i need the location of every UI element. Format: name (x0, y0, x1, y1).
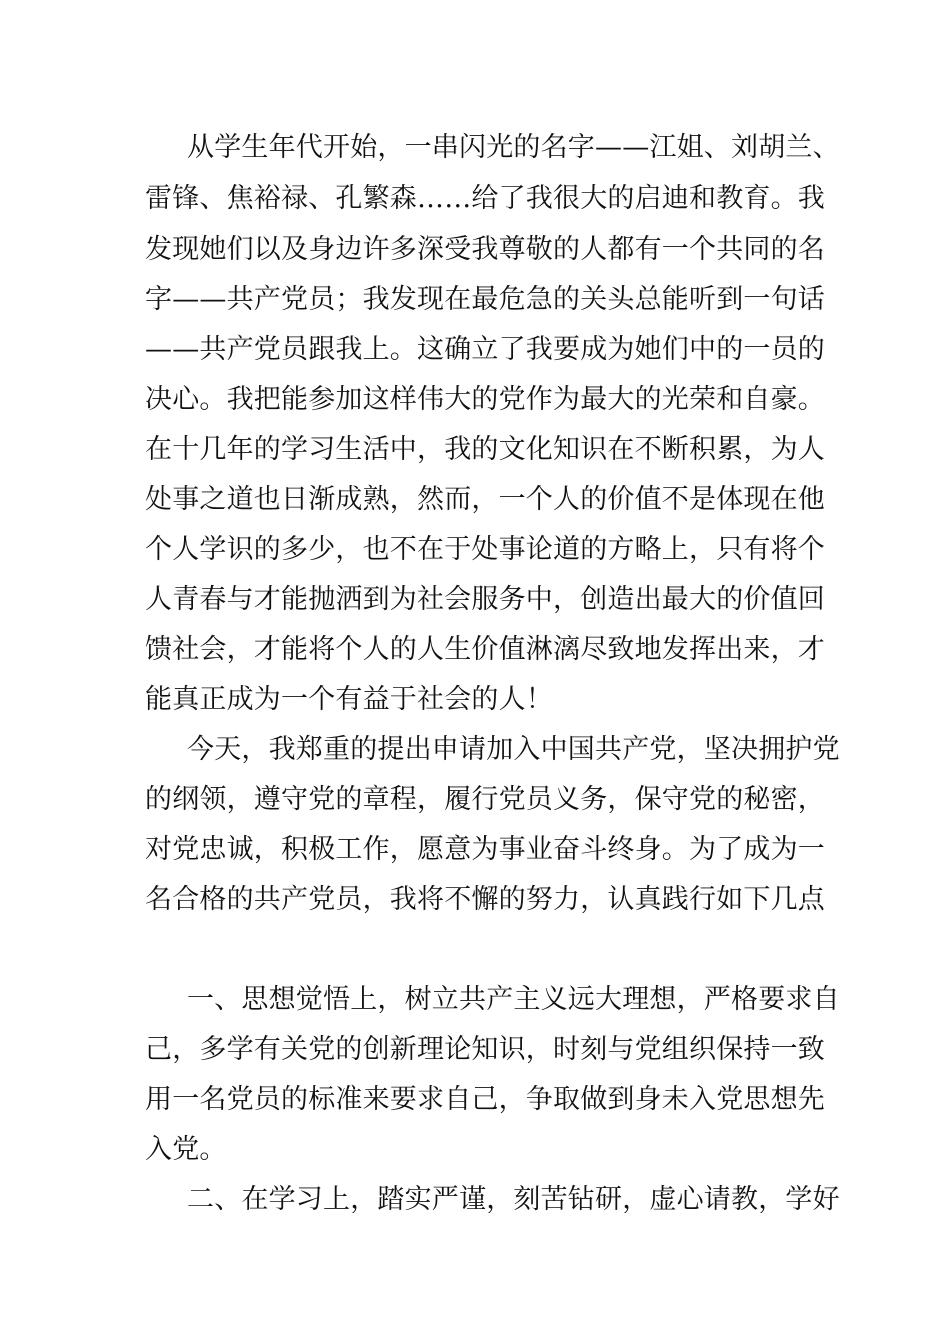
paragraph-line: 名合格的共产党员，我将不懈的努力，认真践行如下几点 (145, 884, 825, 915)
paragraph-line: ——共产党员跟我上。这确立了我要成为她们中的一员的 (145, 334, 825, 365)
paragraph-line: 一、思想觉悟上，树立共产主义远大理想，严格要求自 (187, 984, 840, 1015)
paragraph-line: 入党。 (145, 1134, 227, 1165)
paragraph-line: 字——共产党员；我发现在最危急的关头总能听到一句话 (145, 284, 825, 315)
paragraph-line: 在十几年的学习生活中，我的文化知识在不断积累，为人 (145, 434, 825, 465)
paragraph-line: 用一名党员的标准来要求自己，争取做到身未入党思想先 (145, 1084, 825, 1115)
paragraph-line: 雷锋、焦裕禄、孔繁森……给了我很大的启迪和教育。我 (145, 183, 825, 214)
paragraph-line: 个人学识的多少，也不在于处事论道的方略上，只有将个 (145, 534, 825, 565)
paragraph-line: 从学生年代开始，一串闪光的名字——江姐、刘胡兰、 (187, 132, 840, 163)
paragraph-line: 对党忠诚，积极工作，愿意为事业奋斗终身。为了成为一 (145, 834, 825, 865)
paragraph-line: 的纲领，遵守党的章程，履行党员义务，保守党的秘密， (145, 784, 825, 815)
paragraph-line: 今天，我郑重的提出申请加入中国共产党，坚决拥护党 (187, 734, 840, 765)
paragraph-line: 处事之道也日渐成熟，然而，一个人的价值不是体现在他 (145, 484, 825, 515)
paragraph-line: 能真正成为一个有益于社会的人！ (145, 684, 553, 715)
paragraph-line: 决心。我把能参加这样伟大的党作为最大的光荣和自豪。 (145, 384, 825, 415)
paragraph-line: 馈社会，才能将个人的人生价值淋漓尽致地发挥出来，才 (145, 634, 825, 665)
paragraph-line: 发现她们以及身边许多深受我尊敬的人都有一个共同的名 (145, 234, 825, 265)
paragraph-line: 二、在学习上，踏实严谨，刻苦钻研，虚心请教，学好 (187, 1184, 840, 1215)
paragraph-line: 己，多学有关党的创新理论知识，时刻与党组织保持一致 (145, 1034, 825, 1065)
paragraph-line: 人青春与才能抛洒到为社会服务中，创造出最大的价值回 (145, 584, 825, 615)
